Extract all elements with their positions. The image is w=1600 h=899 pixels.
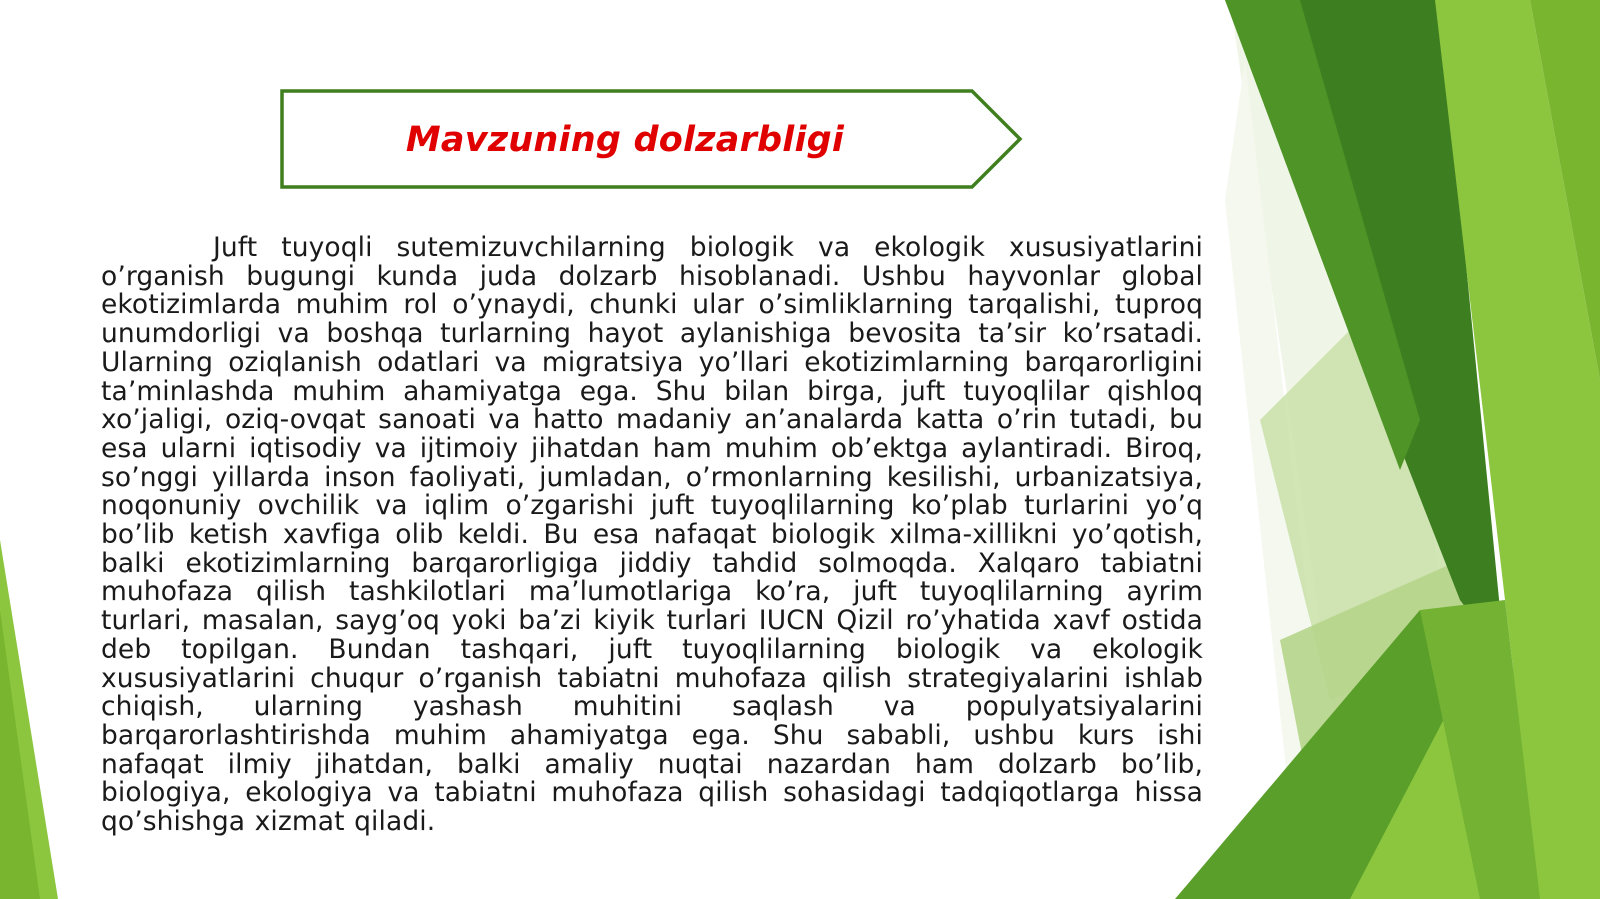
body-paragraph: Juft tuyoqli sutemizuvchilarning biologik va ekologik xususiyatlarini o’rganish bugungi kunda juda dolzarb hisoblanadi. Ushbu hayvonlar global ekotizimlarda muhim rol o’ynaydi, chunki ular o’simliklarning tarqalishi, tuproq unumdorligi va boshqa turlarning hayot aylanishiga bevosita ta’sir ko’rsatadi. Ularning oziqlanish odatlari va migratsiya yo’llari ekotizimlarning barqarorligini ta’minlashda muhim ahamiyatga ega. Shu bilan birga, juft tuyoqlilar qishloq xo’jaligi, oziq-ovqat sanoati va hatto madaniy an’analarda katta o’rin tutadi, bu esa ularni iqtisodiy va ijtimoiy jihatdan ham muhim ob’ektga aylantiradi. Biroq, so’nggi yillarda inson faoliyati, jumladan, o’rmonlarning kesilishi, urbanizatsiya, noqonuniy ovchilik va iqlim o’zgarishi juft tuyoqlilarning ko’plab turlarini yo’q bo’lib ketish xavfiga olib keldi. Bu esa nafaqat biologik xilma-xillikni yo’qotish, balki ekotizimlarning barqarorligiga jiddiy tahdid solmoqda. Xalqaro tabiatni muhofaza qilish tashkilotlari ma’lumotlariga ko’ra, juft tuyoqlilarning ayrim turlari, masalan, sayg’oq yoki ba’zi kiyik turlari IUCN Qizil ro’yhatida xavf ostida deb topilgan. Bundan tashqari, juft tuyoqlilarning biologik va ekologik xususiyatlarini chuqur o’rganish tabiatni muhofaza qilish strategiyalarini ishlab chiqish, ularning yashash muhitini saqlash va populyatsiyalarini barqarorlashtirishda muhim ahamiyatga ega. Shu sababli, ushbu kurs ishi nafaqat ilmiy jihatdan, balki amaliy nuqtai nazardan ham dolzarb bo’lib, biologiya, ekologiya va tabiatni muhofaza qilish sohasidagi tadqiqotlarga hissa qo’shishga xizmat qiladi.: [101, 232, 1203, 838]
title-banner: [280, 89, 1024, 191]
slide-title: Mavzuning dolzarbligi: [405, 120, 845, 160]
